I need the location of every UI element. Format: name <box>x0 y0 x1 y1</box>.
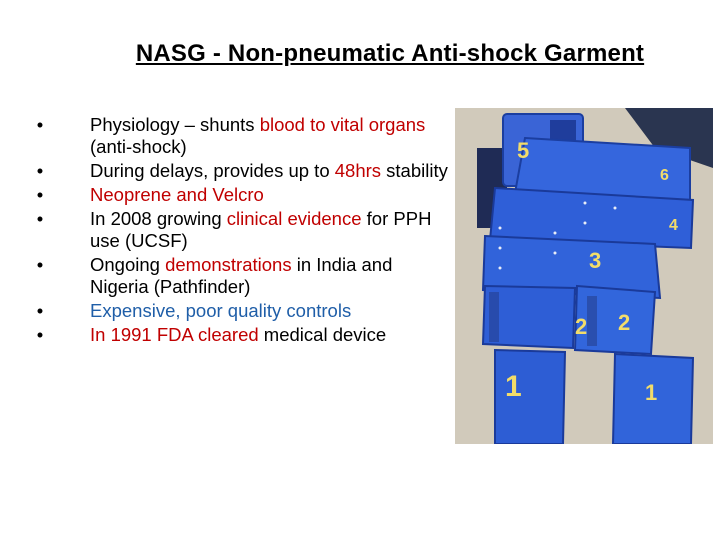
garment-photo <box>455 108 713 444</box>
bullet-dot-icon: • <box>36 114 44 135</box>
slide-title: NASG - Non-pneumatic Anti-shock Garment <box>135 40 645 67</box>
bullet-dot-icon: • <box>36 324 44 345</box>
segment-number-1a: 1 <box>505 370 522 403</box>
segment-number-4: 4 <box>669 217 678 234</box>
segment-number-5: 5 <box>517 138 530 163</box>
bullet-item: • During delays, provides up to 48hrs stability <box>30 160 450 182</box>
bullet-dot-icon: • <box>36 208 44 229</box>
bullet-dot-icon: • <box>36 160 44 181</box>
bullet-dot-icon: • <box>36 254 44 275</box>
bullet-item: • Physiology – shunts blood to vital organs (anti-shock) <box>30 114 450 158</box>
bullet-item: • Neoprene and Velcro <box>30 184 450 206</box>
bullet-list <box>30 114 450 348</box>
segment-number-6: 6 <box>660 167 669 184</box>
segment-number-3: 3 <box>589 248 602 273</box>
segment-number-2b: 2 <box>618 310 631 335</box>
garment-illustration <box>455 108 713 444</box>
bullet-item: • In 2008 growing clinical evidence for PPH use (UCSF) <box>30 208 450 252</box>
segment-number-1b: 1 <box>645 380 658 405</box>
bullet-dot-icon: • <box>36 300 44 321</box>
segment-number-2a: 2 <box>575 314 588 339</box>
bullet-item: • Ongoing demonstrations in India and Nigeria (Pathfinder) <box>30 254 450 298</box>
bullet-dot-icon: • <box>36 184 44 205</box>
bullet-item: • In 1991 FDA cleared medical device <box>30 324 450 346</box>
bullet-item: • Expensive, poor quality controls <box>30 300 450 322</box>
